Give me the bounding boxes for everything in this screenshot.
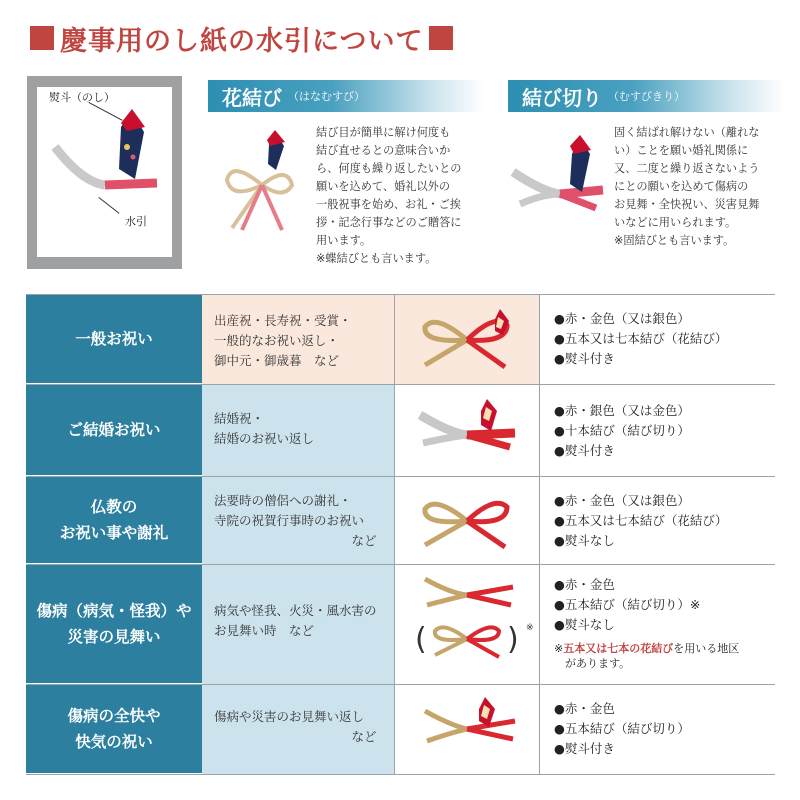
- description-line: い）ことを願い婚礼関係に: [614, 144, 749, 157]
- detail-line: ●赤・金色（又は銀色）: [554, 311, 690, 326]
- description-line: 一般祝事を始め、お礼・ご挨: [316, 198, 461, 211]
- row-details: [540, 385, 775, 476]
- detail-line: ●五本結び（結び切り）: [554, 721, 690, 736]
- description-line: 結び目が簡単に解け何度も: [316, 126, 451, 139]
- row-category: 傷病（病気・怪我）や 災害の見舞い: [26, 565, 202, 684]
- detail-line: ●熨斗付き: [554, 351, 615, 366]
- occasion-line: 御中元・御歳暮 など: [214, 353, 340, 368]
- description-line: 結び直せるとの意味合いか: [316, 144, 451, 157]
- musubikiri-description: [614, 124, 759, 250]
- occasion-line: 結婚祝・: [214, 411, 265, 426]
- row-occasions: [202, 565, 395, 684]
- detail-line: ●十本結び（結び切り）: [554, 423, 690, 438]
- detail-line: ●熨斗付き: [554, 443, 615, 458]
- occasion-line: など: [214, 729, 377, 744]
- row-details: [540, 685, 775, 774]
- hanamusubi-description: [316, 124, 461, 268]
- row-occasions: [202, 477, 395, 564]
- description-line: 固く結ばれ解けない（離れな: [614, 126, 760, 139]
- hanamusubi-alternative-icon: [395, 611, 540, 671]
- row-mizuhiki-image: [395, 565, 540, 684]
- hanamusubi-title: 花結び: [222, 85, 282, 110]
- mizuhiki-usage-table: [26, 294, 775, 775]
- page-title-text: 慶事用のし紙の水引について: [60, 25, 424, 57]
- noshi-diagram: [27, 76, 182, 269]
- mizuhiki-gold-loop: [227, 171, 262, 191]
- description-line: 拶・記念行事などのご贈答に: [316, 216, 462, 229]
- musubikiri-illustration: [508, 132, 608, 222]
- row-occasions: [202, 685, 395, 774]
- musubikiri-title: 結び切り: [522, 85, 602, 110]
- occasion-line: 結婚のお祝い返し: [214, 431, 315, 446]
- detail-line: ●五本結び（結び切り）※: [554, 597, 701, 612]
- svg-text:): ): [507, 622, 519, 657]
- row-mizuhiki-image: [395, 685, 540, 774]
- occasion-line: 出産祝・長寿祝・受賞・: [214, 313, 352, 328]
- row-category: 一般お祝い: [26, 295, 202, 384]
- occasion-line: 一般的なお祝い返し・: [214, 333, 340, 348]
- description-line: 願いを込めて、婚礼以外の: [316, 180, 451, 193]
- detail-line: ●赤・金色: [554, 701, 615, 716]
- hanamusubi-gold-red-icon: [395, 477, 540, 565]
- mizuhiki-gold-loop: [262, 175, 292, 193]
- note-suffix: を用いる地区: [673, 642, 740, 655]
- page-title: [30, 18, 453, 58]
- description-line: にとの願いを込めて傷病の: [614, 180, 749, 193]
- detail-line: ●赤・金色（又は銀色）: [554, 493, 690, 508]
- row-occasions: [202, 295, 395, 384]
- detail-line: ●熨斗付き: [554, 741, 615, 756]
- icon-asterisk: ※: [526, 623, 534, 633]
- mizuhiki-silver-left: [55, 147, 105, 185]
- table-row: [26, 565, 775, 685]
- detail-line: ●熨斗なし: [554, 617, 615, 632]
- mizuhiki-silver-left: [513, 172, 560, 194]
- row-mizuhiki-image: [395, 295, 540, 384]
- row-details: [540, 295, 775, 384]
- title-left-square: [30, 26, 54, 50]
- noshi-diagram-paper: [37, 87, 172, 257]
- description-line: 又、二度と繰り返さないよう: [614, 162, 760, 175]
- hanamusubi-illustration: [212, 130, 302, 240]
- musubikiri-gold-red-noshi-icon: [395, 685, 540, 775]
- row-mizuhiki-image: [395, 477, 540, 564]
- detail-line: ●五本又は七本結び（花結び）: [554, 513, 728, 528]
- hanamusubi-header: [208, 80, 484, 112]
- description-line: 用います。: [316, 234, 372, 247]
- description-line: お見舞・全快祝い、災害見舞: [614, 198, 760, 211]
- occasion-line: 寺院の祝賀行事時のお祝い: [214, 513, 365, 528]
- row-note: [554, 641, 775, 671]
- svg-text:(: (: [415, 622, 427, 657]
- note-highlight: 五本又は七本の花結び: [563, 642, 674, 655]
- row-category: 仏教の お祝い事や謝礼: [26, 477, 202, 564]
- note-line2: があります。: [554, 657, 631, 670]
- table-row: [26, 294, 775, 385]
- detail-line: ●五本又は七本結び（花結び）: [554, 331, 728, 346]
- row-occasions: [202, 385, 395, 476]
- row-mizuhiki-image: [395, 385, 540, 476]
- mizuhiki-label: 水引: [125, 215, 147, 228]
- noshi-diagram-illustration: [37, 87, 172, 257]
- row-details: [540, 565, 775, 684]
- occasion-line: など: [214, 533, 377, 548]
- musubikiri-header: [508, 80, 784, 112]
- noshi-ornament: [131, 155, 136, 160]
- noshi-label: 熨斗（のし）: [49, 91, 115, 104]
- table-row: [26, 477, 775, 565]
- noshi-top: [121, 109, 145, 131]
- mizuhiki-silver-left: [520, 194, 560, 204]
- table-row: [26, 685, 775, 775]
- note-prefix: ※: [554, 642, 564, 655]
- occasion-line: 病気や怪我、火災・風水害の: [214, 603, 377, 618]
- description-line: いなどに用いられます。: [614, 216, 737, 229]
- occasion-line: 法要時の僧侶への謝礼・: [214, 493, 352, 508]
- description-line: ら、何度も繰り返したいとの: [316, 162, 462, 175]
- occasion-line: お見舞い時 など: [214, 623, 315, 638]
- noshi-ornament: [124, 144, 130, 150]
- row-category: 傷病の全快や 快気の祝い: [26, 685, 202, 774]
- hanamusubi-reading: （はなむすび）: [288, 90, 365, 103]
- detail-line: ●赤・金色: [554, 577, 615, 592]
- description-line: ※固結びとも言います。: [614, 234, 735, 247]
- title-right-square: [429, 26, 453, 50]
- row-category: ご結婚お祝い: [26, 385, 202, 476]
- musubikiri-reading: （むすびきり）: [608, 90, 685, 103]
- detail-line: ●赤・銀色（又は金色）: [554, 403, 690, 418]
- hanamusubi-gold-red-icon: [395, 295, 540, 385]
- description-line: ※蝶結びとも言います。: [316, 252, 437, 265]
- table-row: [26, 385, 775, 477]
- musubikiri-silver-red-icon: [395, 385, 540, 477]
- occasion-line: 傷病や災害のお見舞い返し: [214, 709, 365, 724]
- row-details: [540, 477, 775, 564]
- mizuhiki-red-right: [105, 183, 157, 185]
- detail-line: ●熨斗なし: [554, 533, 615, 548]
